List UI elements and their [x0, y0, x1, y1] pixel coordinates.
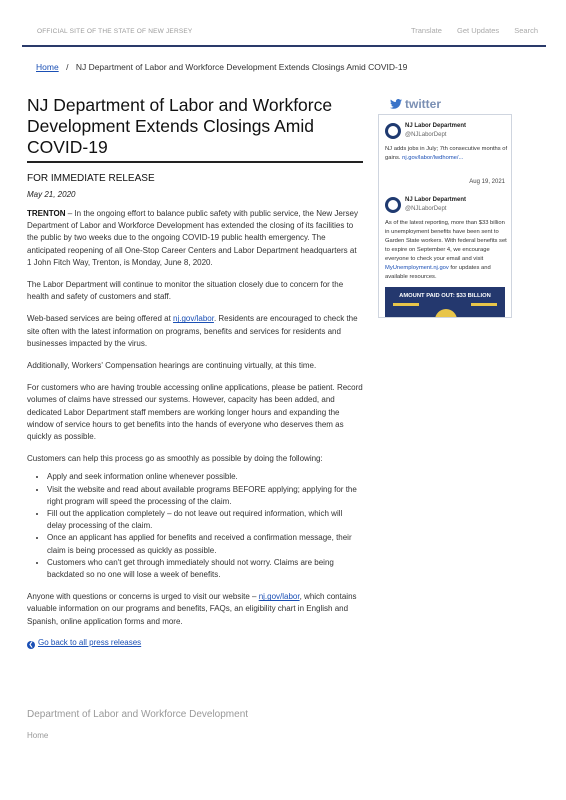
breadcrumb-current: NJ Department of Labor and Workforce Development Extends Closings Amid COVID-19: [75, 62, 408, 72]
paragraph-3: [27, 313, 363, 350]
paragraph-3-text-a: Web-based services are being offered at: [27, 314, 174, 324]
get-updates-link[interactable]: Get Updates: [457, 26, 500, 35]
top-bar: [0, 0, 566, 47]
list-item: • Visit the website and read about available programs BEFORE applying; applying for the right program will speed the processing of the claim.: [47, 484, 363, 508]
back-arrow-icon: ❮: [28, 641, 34, 648]
tweet[interactable]: [385, 123, 509, 173]
njgov-labor-link[interactable]: nj.gov/labor: [173, 314, 214, 324]
njgov-labor-link-2[interactable]: nj.gov/labor: [258, 592, 300, 602]
tweet-handle: @NJLaborDept: [405, 132, 447, 138]
page-title: NJ Department of Labor and Workforce Development Extends Closings Amid COVID-19: [27, 95, 363, 163]
twitter-feed[interactable]: [378, 114, 512, 318]
tweet-author: NJ Labor Department: [405, 123, 467, 129]
tweet-handle: @NJLaborDept: [405, 206, 447, 212]
twitter-bird-icon: [390, 99, 402, 109]
article: [27, 95, 363, 649]
breadcrumb: [36, 62, 407, 72]
list-item: • Once an applicant has applied for benefits and received a confirmation message, their claim is being processed as quickly as possible.: [47, 532, 363, 556]
tweet-link[interactable]: nj.gov/labor/lwdhome/...: [402, 155, 464, 161]
tweet-text-end: for updates and available resources.: [385, 265, 491, 280]
paragraph-4: Additionally, Workers' Compensation hearings are continuing virtually, at this time.: [27, 361, 317, 371]
footer-home-link[interactable]: Home: [27, 731, 49, 740]
top-links: [398, 26, 538, 35]
nj-labor-logo-icon: [385, 197, 401, 213]
release-label: FOR IMMEDIATE RELEASE: [27, 173, 155, 184]
list-item: • Apply and seek information online whenever possible.: [47, 471, 363, 483]
dateline: TRENTON: [27, 209, 66, 218]
list-item: • Customers who can't get through immediately should not worry. Claims are being backdated so no one will lose a week of benefits.: [47, 557, 363, 581]
tweet-text: [385, 219, 509, 282]
translate-link[interactable]: Translate: [410, 26, 442, 35]
tweet-image-graphic: [393, 303, 419, 306]
paragraph-7-text-a: Anyone with questions or concerns is urged to visit our website –: [27, 592, 259, 602]
release-date: May 21, 2020: [27, 190, 76, 199]
tweet-date: Aug 19, 2021: [469, 179, 505, 185]
breadcrumb-separator: /: [66, 62, 69, 72]
footer-department-title: Department of Labor and Workforce Development: [27, 709, 249, 720]
nj-labor-logo-icon: [385, 123, 401, 139]
tweet-text-body: NJ adds jobs in July; 7th consecutive months of gains.: [385, 146, 508, 161]
list-item: • Fill out the application completely – do not leave out required information, which will delay processing of the claim.: [47, 508, 363, 532]
paragraph-1: [27, 208, 363, 269]
paragraph-7-text-b: , which contains valuable information on our programs and benefits, FAQs, an eligibility chart in English and Spanish, online application forms and more.: [27, 592, 357, 626]
tweet-image-graphic: [471, 303, 497, 306]
back-to-press-releases-link[interactable]: Go back to all press releases: [38, 637, 142, 647]
tweet-image-graphic: [435, 309, 457, 318]
twitter-header-label: twitter: [405, 97, 441, 111]
header-rule: [22, 45, 546, 47]
tweet-text-body: As of the latest reporting, more than $33 billion in unemployment benefits have been sent to Garden State workers. With federal benefits set to expire on September 4, we encourage everyone to check your email and visit: [385, 220, 507, 262]
tweet-text: [385, 145, 509, 163]
tweet-image[interactable]: [385, 287, 505, 318]
twitter-header[interactable]: [390, 97, 441, 111]
tweet-author: NJ Labor Department: [405, 197, 467, 203]
breadcrumb-home-link[interactable]: Home: [36, 62, 59, 72]
paragraph-5: For customers who are having trouble accessing online applications, please be patient. Record volumes of claims have stressed our systems. However, capacity has been added, and dedicated Labor Department staff members are working longer hours and expanding the window of service hours to get benefits into the hands of everyone who deserves them as quickly as possible.: [27, 383, 363, 442]
back-link-row: [27, 638, 363, 649]
paragraph-2: The Labor Department will continue to monitor the situation closely due to concern for the health and safety of customers and staff.: [27, 280, 344, 302]
tweet-link[interactable]: MyUnemployment.nj.gov: [385, 265, 449, 271]
paragraph-6: Customers can help this process go as smoothly as possible by doing the following:: [27, 454, 323, 464]
paragraph-1-text: – In the ongoing effort to balance public safety with public service, the New Jersey Department of Labor and Workforce Development has extended the closing of its facilities to the public by two weeks due to the ongoing COVID-19 public health emergency. The anticipated reopening of all One-Stop Career Centers and Labor Department headquarters at 1 John Fitch Way, Trenton, is Monday, June 8, 2020.: [27, 209, 358, 267]
paragraph-7: [27, 591, 363, 628]
paragraph-3-text-b: . Residents are encouraged to check the site often with the latest information on programs, benefits and services for residents and businesses impacted by the virus.: [27, 314, 358, 348]
search-link[interactable]: Search: [514, 26, 538, 35]
tips-list: [27, 471, 363, 581]
tweet-image-title: AMOUNT PAID OUT: $33 BILLION: [399, 293, 491, 299]
official-site-label: OFFICIAL SITE OF THE STATE OF NEW JERSEY: [37, 28, 193, 35]
tweet[interactable]: [385, 197, 509, 280]
article-body: [27, 208, 363, 649]
